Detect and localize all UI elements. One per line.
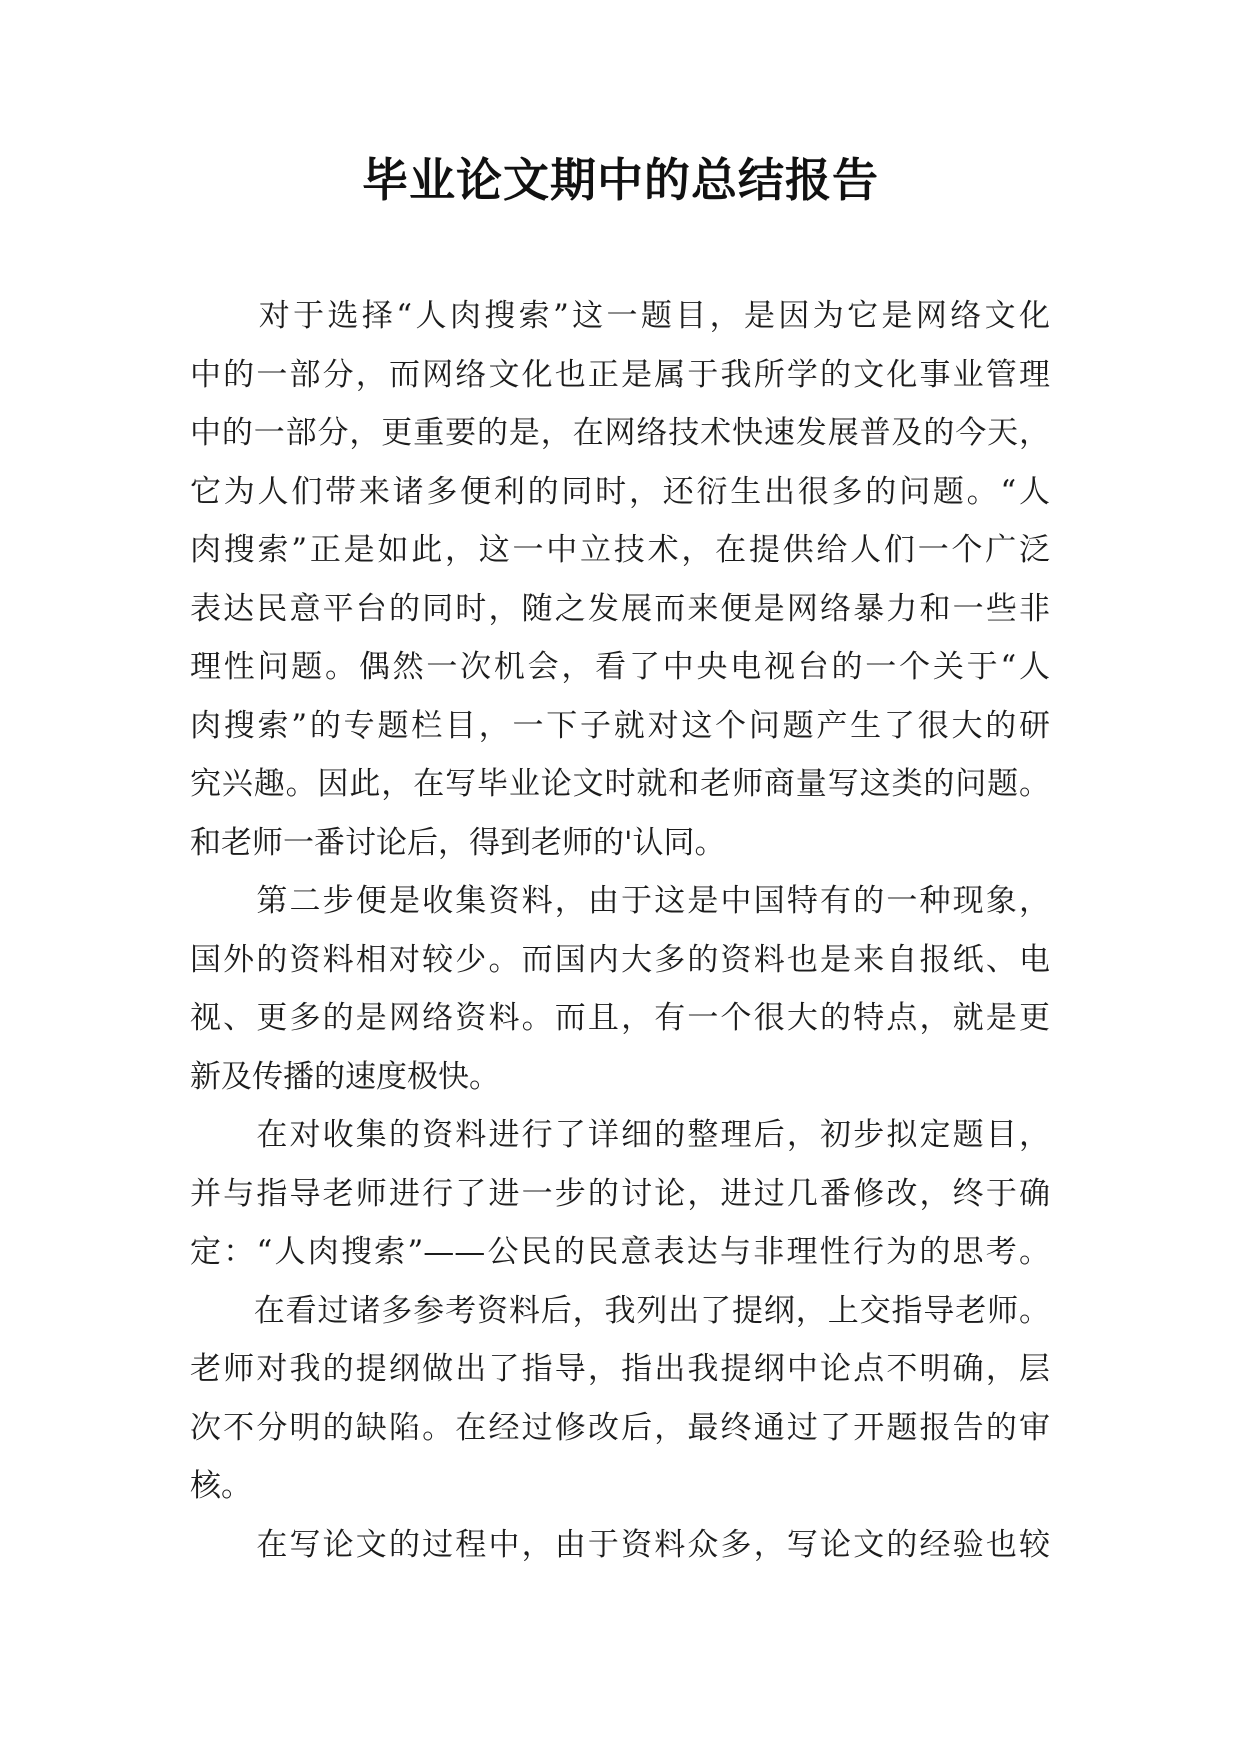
- body-line: 究兴趣。因此，在写毕业论文时就和老师商量写这类的问题。: [190, 766, 1050, 802]
- body-line: 对于选择“人肉搜索”这一题目，是因为它是网络文化: [190, 298, 1050, 334]
- body-line: 在写论文的过程中，由于资料众多，写论文的经验也较: [190, 1526, 1050, 1563]
- body-line: 表达民意平台的同时，随之发展而来便是网络暴力和一些非: [190, 590, 1050, 627]
- body-line: 理性问题。偶然一次机会，看了中央电视台的一个关于“人: [190, 649, 1050, 685]
- document-title: 毕业论文期中的总结报告: [362, 153, 879, 207]
- document-body: [190, 287, 1050, 1574]
- body-line: 肉搜索”正是如此，这一中立技术，在提供给人们一个广泛: [190, 532, 1050, 568]
- body-line: 次不分明的缺陷。在经过修改后，最终通过了开题报告的审: [190, 1409, 1050, 1446]
- body-line: 定：“人肉搜索”——公民的民意表达与非理性行为的思考。: [190, 1234, 1050, 1270]
- body-line: 视、更多的是网络资料。而且，有一个很大的特点，就是更: [190, 1000, 1050, 1036]
- body-line: 在看过诸多参考资料后，我列出了提纲，上交指导老师。: [190, 1292, 1050, 1329]
- body-line: 第二步便是收集资料，由于这是中国特有的一种现象，: [190, 883, 1050, 919]
- body-line: 核。: [190, 1468, 252, 1504]
- body-line: 和老师一番讨论后，得到老师的'认同。: [190, 824, 726, 861]
- body-line: 在对收集的资料进行了详细的整理后，初步拟定题目，: [190, 1117, 1050, 1153]
- body-line: 老师对我的提纲做出了指导，指出我提纲中论点不明确，层: [190, 1351, 1050, 1387]
- body-line: 它为人们带来诸多便利的同时，还衍生出很多的问题。“人: [190, 473, 1050, 510]
- body-line: 中的一部分，更重要的是，在网络技术快速发展普及的今天，: [190, 415, 1050, 451]
- body-line: 新及传播的速度极快。: [190, 1058, 500, 1095]
- body-line: 中的一部分，而网络文化也正是属于我所学的文化事业管理: [190, 356, 1050, 393]
- body-line: 并与指导老师进行了进一步的讨论，进过几番修改，终于确: [190, 1175, 1050, 1212]
- body-line: 肉搜索”的专题栏目，一下子就对这个问题产生了很大的研: [190, 707, 1050, 744]
- body-line: 国外的资料相对较少。而国内大多的资料也是来自报纸、电: [190, 941, 1050, 978]
